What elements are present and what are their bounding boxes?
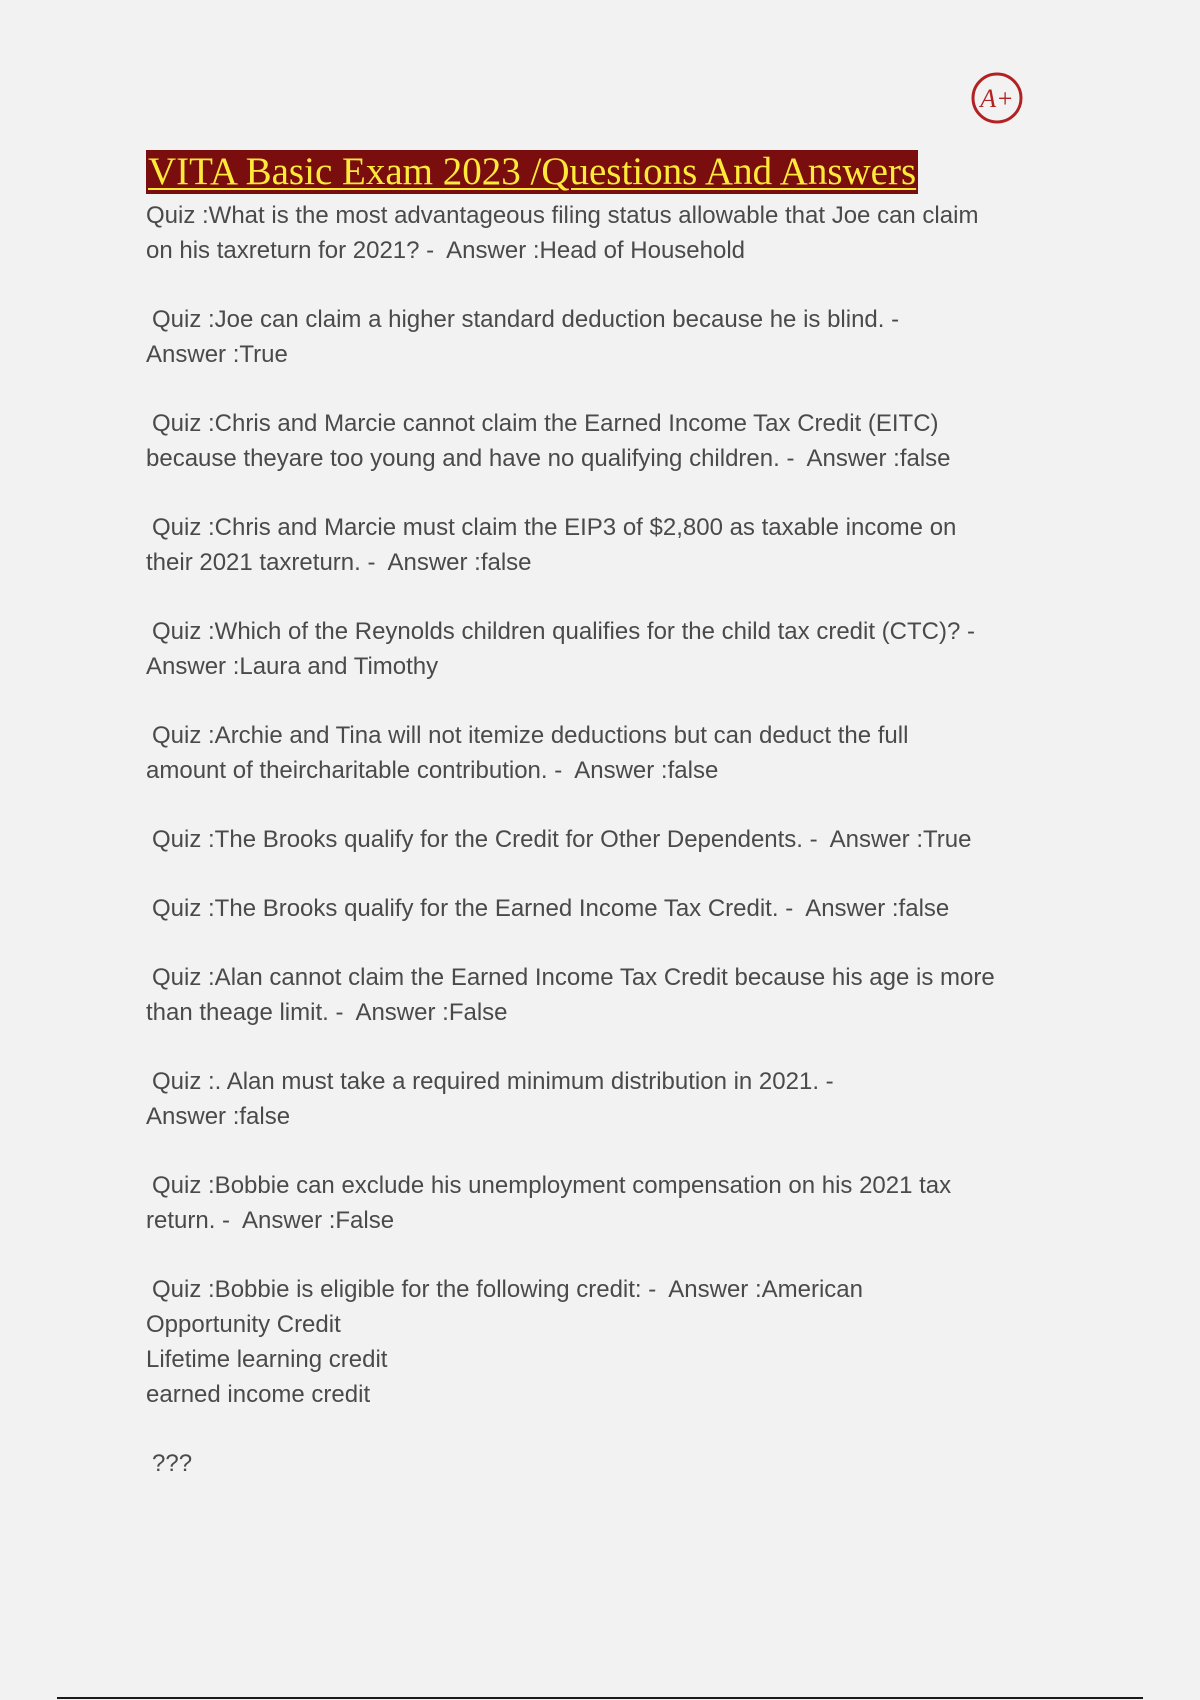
- qa-line: ???: [152, 1450, 193, 1477]
- qa-item: [146, 1446, 1066, 1481]
- qa-line: Answer :Laura and Timothy: [146, 653, 439, 680]
- qa-line: Lifetime learning credit: [146, 1346, 388, 1373]
- qa-line: on his taxreturn for 2021? - Answer :Head of Household: [146, 237, 746, 264]
- qa-item: [146, 510, 1066, 580]
- qa-line: Quiz :The Brooks qualify for the Credit for Other Dependents. - Answer :True: [152, 826, 972, 853]
- qa-item: [146, 1168, 1066, 1238]
- qa-line: their 2021 taxreturn. - Answer :false: [146, 549, 532, 576]
- qa-list: [146, 198, 1066, 1515]
- qa-line: Answer :false: [146, 1103, 291, 1130]
- footer-divider: [57, 1697, 1143, 1699]
- qa-line: Quiz :Bobbie can exclude his unemployment compensation on his 2021 tax: [152, 1172, 952, 1199]
- qa-line: earned income credit: [146, 1381, 371, 1408]
- svg-text:A+: A+: [980, 84, 1014, 113]
- qa-line: than theage limit. - Answer :False: [146, 999, 508, 1026]
- qa-line: Quiz :Which of the Reynolds children qualifies for the child tax credit (CTC)? -: [152, 618, 975, 645]
- qa-line: Quiz :Joe can claim a higher standard deduction because he is blind. -: [152, 306, 900, 333]
- qa-line: Quiz :Alan cannot claim the Earned Income Tax Credit because his age is more: [152, 964, 995, 991]
- qa-item: [146, 718, 1066, 788]
- qa-line: Quiz :Bobbie is eligible for the following credit: - Answer :American: [152, 1276, 863, 1303]
- qa-item: [146, 891, 1066, 926]
- qa-line: because theyare too young and have no qualifying children. - Answer :false: [146, 445, 951, 472]
- qa-line: Quiz :The Brooks qualify for the Earned Income Tax Credit. - Answer :false: [152, 895, 950, 922]
- qa-line: Answer :True: [146, 341, 288, 368]
- qa-item: [146, 1064, 1066, 1134]
- qa-line: Quiz :Chris and Marcie cannot claim the Earned Income Tax Credit (EITC): [152, 410, 939, 437]
- qa-line: Quiz :What is the most advantageous filing status allowable that Joe can claim: [146, 202, 979, 229]
- qa-item: [146, 302, 1066, 372]
- qa-item: [146, 406, 1066, 476]
- qa-item: [146, 822, 1066, 857]
- qa-line: Opportunity Credit: [146, 1311, 341, 1338]
- qa-item: [146, 960, 1066, 1030]
- qa-line: amount of theircharitable contribution. - Answer :false: [146, 757, 719, 784]
- qa-item: [146, 198, 1066, 268]
- qa-line: Quiz :Archie and Tina will not itemize deductions but can deduct the full: [152, 722, 909, 749]
- document-title: VITA Basic Exam 2023 /Questions And Answers: [148, 150, 917, 193]
- qa-line: Quiz :Chris and Marcie must claim the EIP3 of $2,800 as taxable income on: [152, 514, 957, 541]
- qa-item: [146, 1272, 1066, 1412]
- grade-a-plus-stamp-icon: [969, 70, 1025, 126]
- qa-line: return. - Answer :False: [146, 1207, 395, 1234]
- title-container: [146, 150, 918, 194]
- qa-item: [146, 614, 1066, 684]
- qa-line: Quiz :. Alan must take a required minimum distribution in 2021. -: [152, 1068, 834, 1095]
